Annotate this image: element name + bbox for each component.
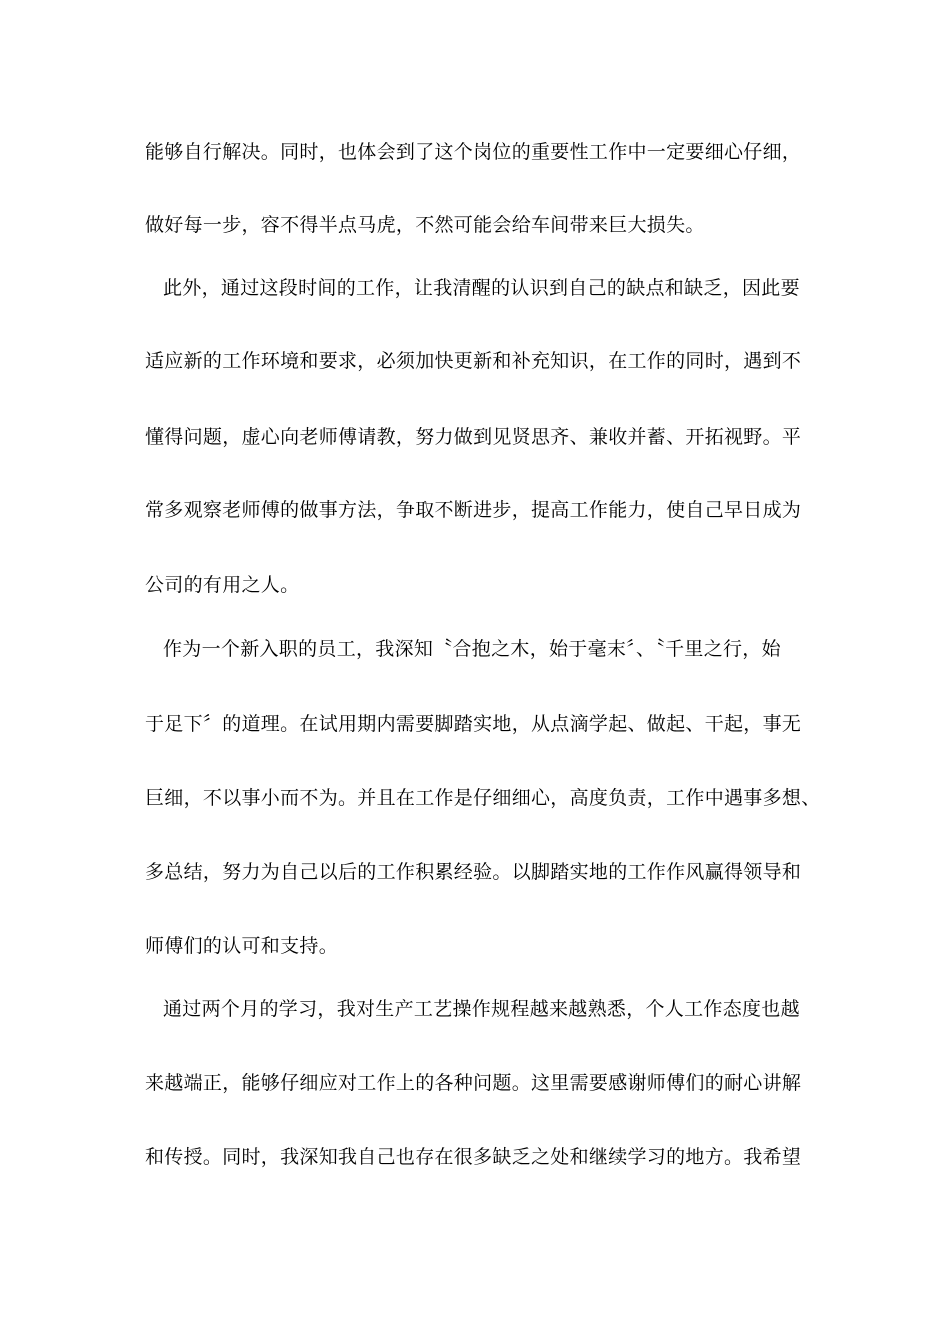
text-line: 于足下〞的道理。在试用期内需要脚踏实地，从点滴学起、做起、干起，事无 xyxy=(145,713,802,735)
text-line: 常多观察老师傅的做事方法，争取不断进步，提高工作能力，使自己早日成为 xyxy=(145,499,802,521)
text-line: 适应新的工作环境和要求，必须加快更新和补充知识，在工作的同时，遇到不 xyxy=(145,350,802,372)
text-line: 公司的有用之人。 xyxy=(145,574,300,596)
text-line: 和传授。同时，我深知我自己也存在很多缺乏之处和继续学习的地方。我希望 xyxy=(145,1146,802,1168)
text-line: 懂得问题，虚心向老师傅请教，努力做到见贤思齐、兼收并蓄、开拓视野。平 xyxy=(145,426,802,448)
text-line: 师傅们的认可和支持。 xyxy=(145,935,339,957)
text-line: 来越端正，能够仔细应对工作上的各种问题。这里需要感谢师傅们的耐心讲解 xyxy=(145,1072,802,1094)
text-line: 多总结，努力为自己以后的工作积累经验。以脚踏实地的工作作风赢得领导和 xyxy=(145,861,802,883)
text-line: 巨细，不以事小而不为。并且在工作是仔细细心，高度负责，工作中遇事多想、 xyxy=(145,787,821,809)
paragraph-start-line: 此外，通过这段时间的工作，让我清醒的认识到自己的缺点和缺乏，因此要 xyxy=(163,277,800,299)
text-line: 做好每一步，容不得半点马虎，不然可能会给车间带来巨大损失。 xyxy=(145,214,705,236)
paragraph-start-line: 作为一个新入职的员工，我深知〝合抱之木，始于毫末〞、〝千里之行，始 xyxy=(163,638,781,660)
paragraph-start-line: 通过两个月的学习，我对生产工艺操作规程越来越熟悉，个人工作态度也越 xyxy=(163,998,800,1020)
text-line: 能够自行解决。同时，也体会到了这个岗位的重要性工作中一定要细心仔细， xyxy=(145,141,802,163)
